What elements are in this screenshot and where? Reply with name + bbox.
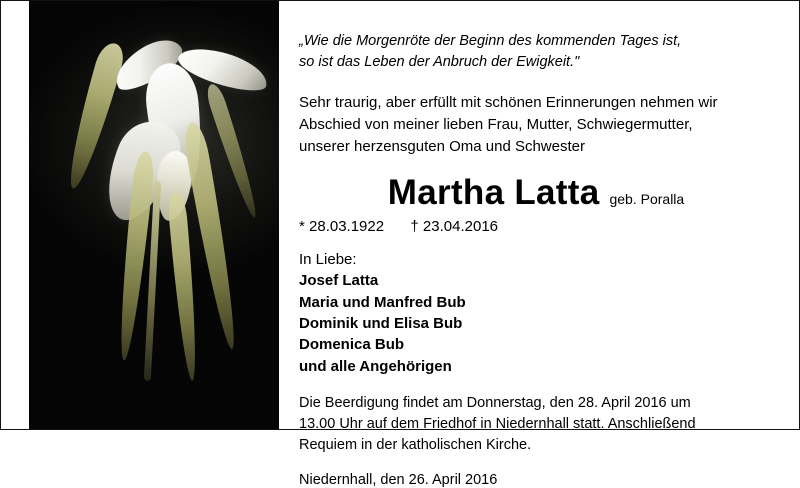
photo-panel: [1, 1, 279, 429]
life-dates: [299, 218, 773, 235]
deceased-name-row: [299, 174, 773, 213]
survivors-list: [299, 270, 773, 376]
leaf-icon: [167, 191, 201, 382]
photo-left-margin: [1, 1, 29, 429]
death-date: † 23.04.2016: [410, 218, 499, 236]
text-panel: [279, 1, 799, 488]
funeral-details: [299, 393, 773, 456]
intro-paragraph: [299, 92, 773, 158]
maiden-name: geb. Poralla: [609, 190, 685, 207]
intro-line-1: Sehr traurig, aber erfüllt mit schönen Erinnerungen nehmen wir: [299, 94, 718, 112]
funeral-line-3: Requiem in der katholischen Kirche.: [299, 436, 532, 453]
memorial-quote: [299, 31, 773, 72]
birth-date: * 28.03.1922: [299, 218, 385, 236]
in-love-label: In Liebe:: [299, 251, 357, 269]
list-item: und alle Angehörigen: [299, 357, 452, 375]
intro-line-2: Abschied von meiner lieben Frau, Mutter, Schwiegermutter,: [299, 116, 693, 134]
orchid-photo: [29, 1, 279, 429]
list-item: Dominik und Elisa Bub: [299, 314, 463, 332]
quote-line-1: „Wie die Morgenröte der Beginn des kommenden Tages ist,: [299, 33, 682, 49]
list-item: Josef Latta: [299, 272, 379, 290]
list-item: Maria und Manfred Bub: [299, 293, 466, 311]
quote-line-2: so ist das Leben der Anbruch der Ewigkeit.": [299, 53, 580, 70]
list-item: Domenica Bub: [299, 336, 405, 354]
funeral-line-2: 13.00 Uhr auf dem Friedhof in Niedernhall statt. Anschließend: [299, 415, 696, 432]
intro-line-3: unserer herzensguten Oma und Schwester: [299, 137, 585, 155]
deceased-name: Martha Latta: [387, 172, 600, 212]
place-and-date: Niedernhall, den 26. April 2016: [299, 471, 498, 488]
funeral-line-1: Die Beerdigung findet am Donnerstag, den 28. April 2016 um: [299, 394, 691, 411]
